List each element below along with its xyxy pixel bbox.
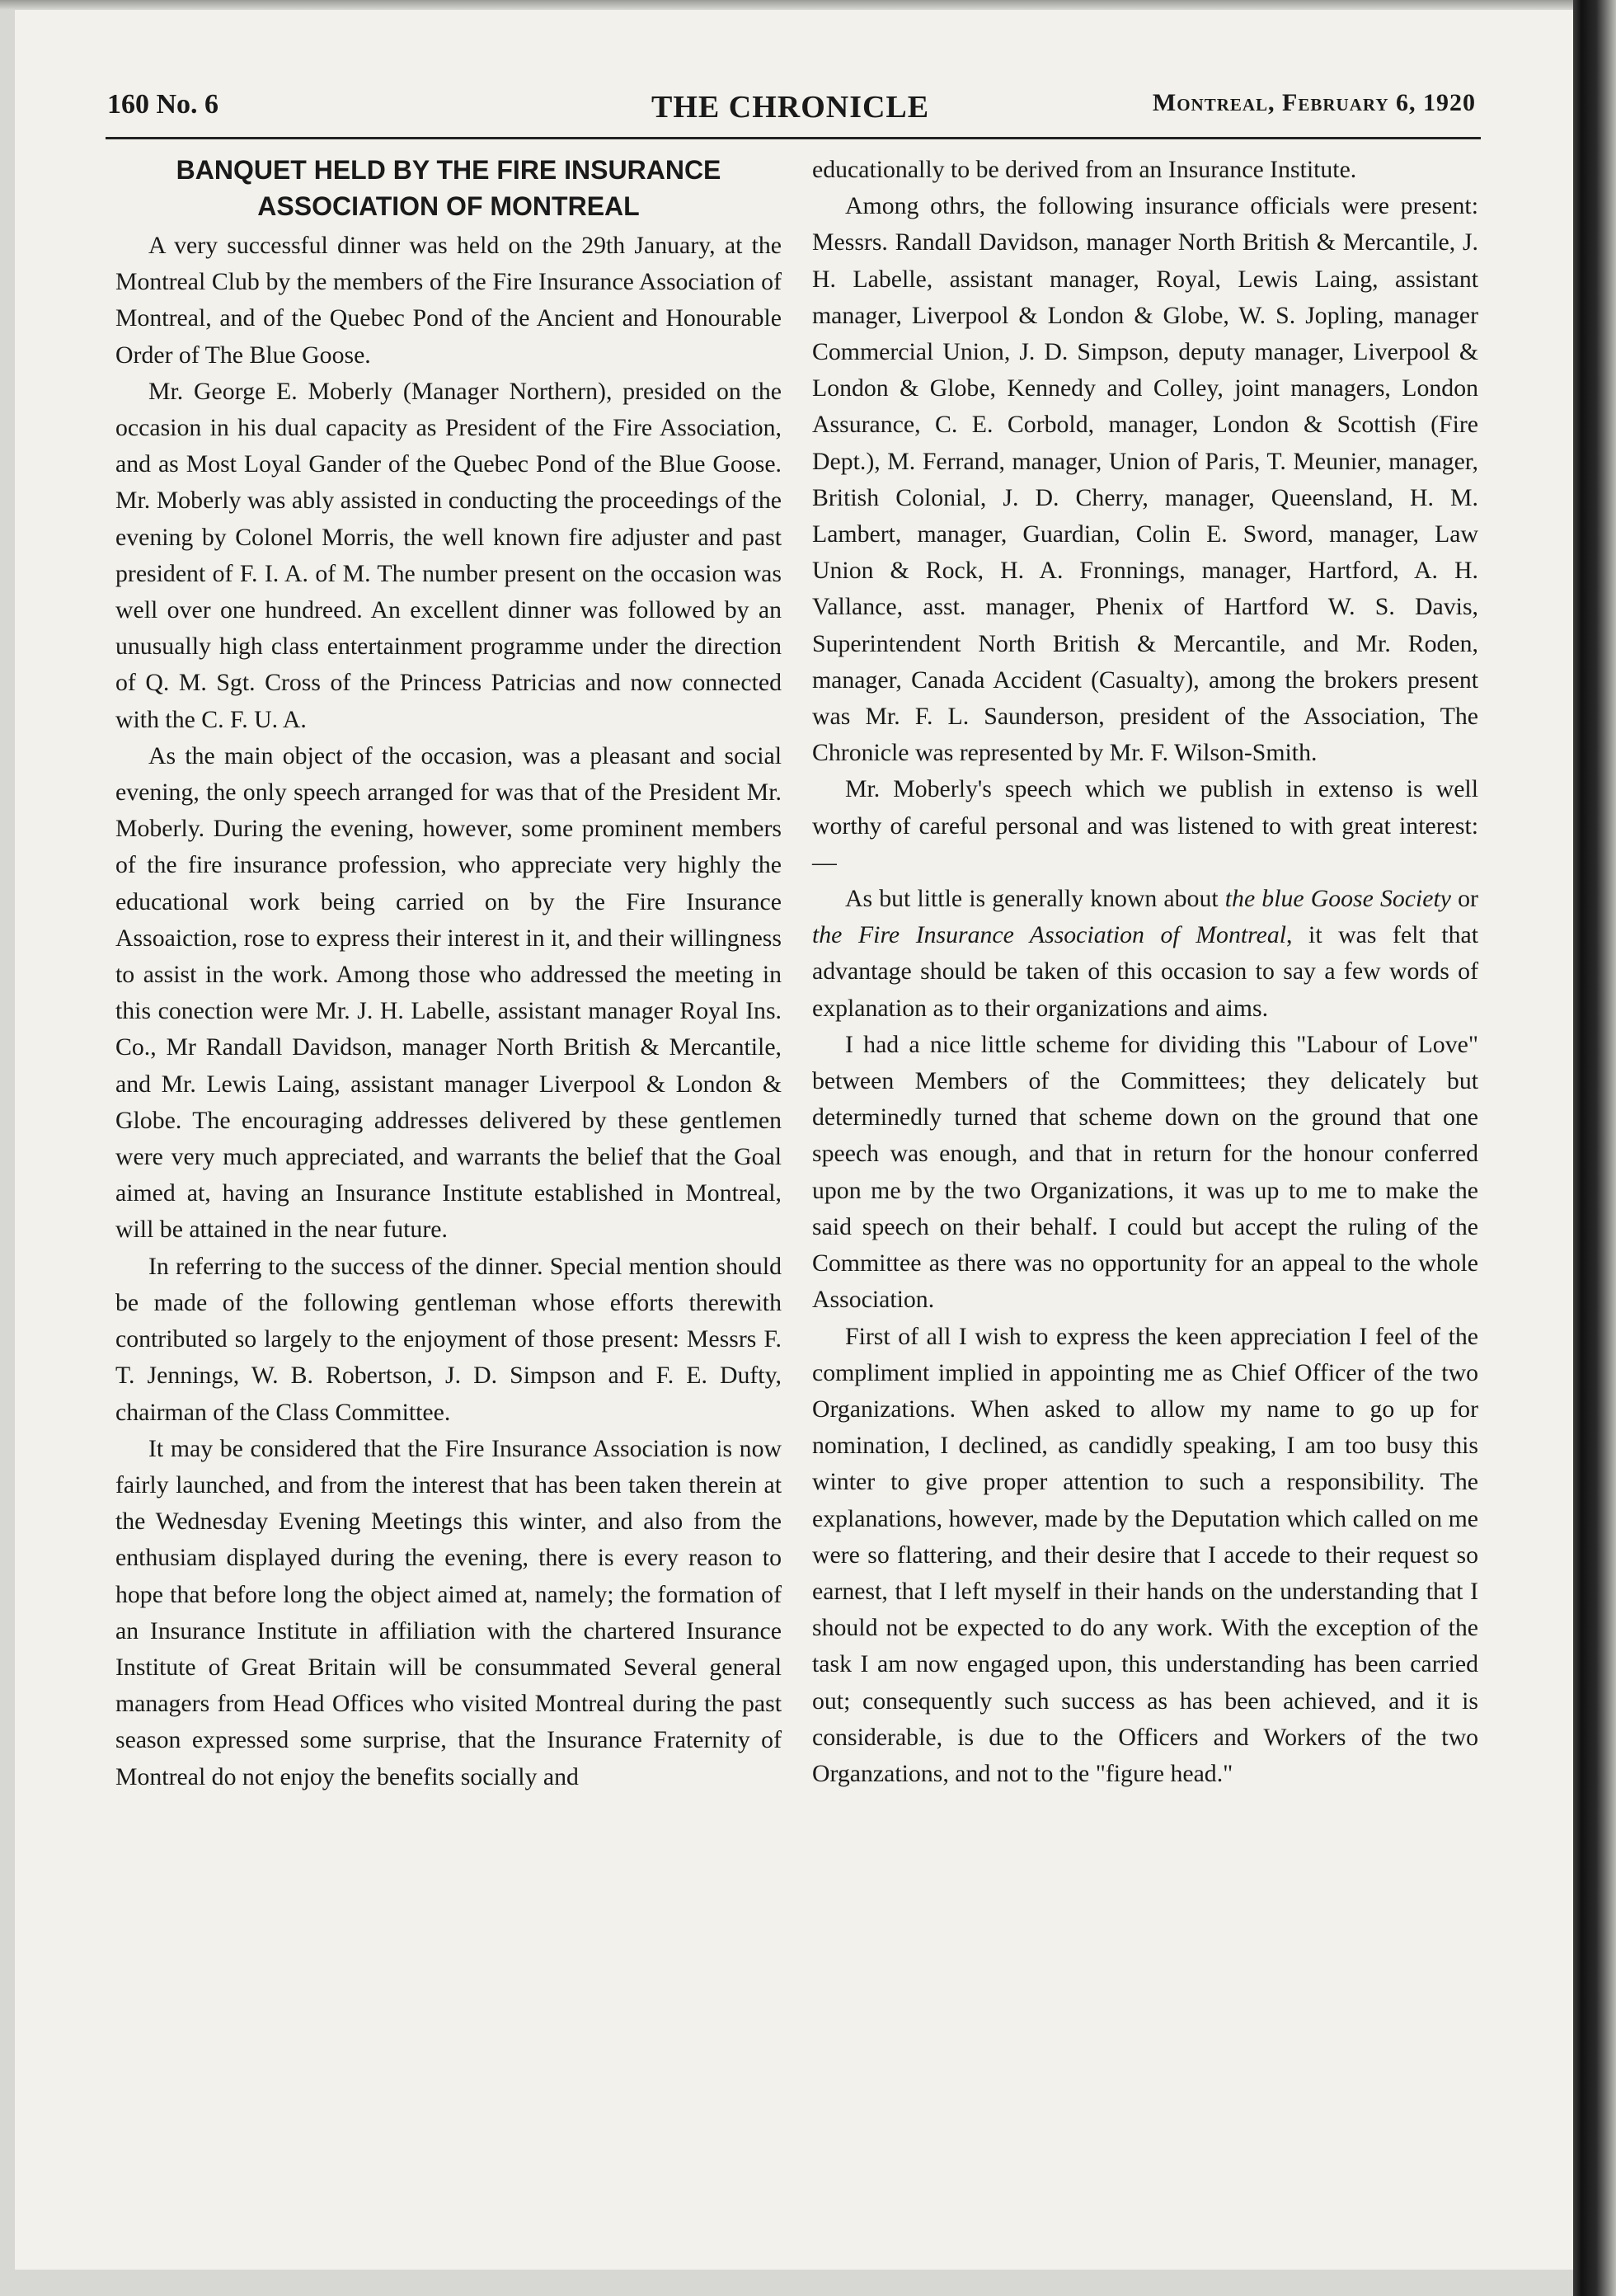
- speech-paragraph: I had a nice little scheme for dividing this "Labour of Love" between Members of the Committees; they delicately but determinedly turned that scheme down on the ground that one speech was enough, and that in return for the honour conferred upon me by the two Organizations, it was up to me to make the said speech on their behalf. I could but accept the ruling of the Committee as there was no opportunity for an appeal to the whole Association.: [812, 1030, 1478, 1314]
- speech-intro: As but little is generally known about the blue Goose Society or the Fire Insurance Association of Montreal, it was felt that advantage should be taken of this occasion to say a few words of explanation as to their organizations and aims.: [812, 885, 1478, 1022]
- article-paragraph: Mr. George E. Moberly (Manager Northern), presided on the occasion in his dual capacity as President of the Fire Association, and as Most Loyal Gander of the Quebec Pond of the Blue Goose. Mr. Moberly was ably assisted in conducting the proceedings of the evening by Colonel Morris, the well known fire adjuster and past president of F. I. A. of M. The number present on the occasion was well over one hundreed. An excellent dinner was followed by an unusually high class entertainment programme under the direction of Q. M. Sgt. Cross of the Princess Patricias and now connected with the C. F. U. A.: [115, 377, 782, 733]
- publication-title: THE CHRONICLE: [651, 90, 930, 125]
- right-column: [812, 152, 1478, 1792]
- headline-line-1: BANQUET HELD BY THE FIRE INSURANCE: [176, 155, 721, 185]
- article-continuation: educationally to be derived from an Insurance Institute.: [812, 156, 1357, 183]
- article-paragraph: A very successful dinner was held on the 29th January, at the Montreal Club by the members of the Fire Insurance Association of Montreal, and of the Quebec Pond of the Ancient and Honourable Order of The Blue Goose.: [115, 232, 782, 369]
- article-paragraph: In referring to the success of the dinner. Special mention should be made of the following gentleman whose efforts therewith contributed so largely to the enjoyment of those present: Messrs F. T. Jennings, W. B. Robertson, J. D. Simpson and F. E. Dufty, chairman of the Class Committee.: [115, 1252, 782, 1426]
- left-column: [115, 152, 782, 1795]
- page-number: 160 No. 6: [107, 89, 219, 120]
- header-rule: [106, 137, 1481, 139]
- speech-paragraph: First of all I wish to express the keen appreciation I feel of the compliment implied in appointing me as Chief Officer of the two Organizations. When asked to allow my name to go up for nomination, I declined, as candidly speaking, I am too busy this winter to give proper attention to such a responsibility. The explanations, however, made by the Deputation which called on me were so flattering, and their desire that I accede to their request so earnest, that I left myself in their hands on the understanding that I should not be expected to do any work. With the exception of the task I am now engaged upon, this understanding has been carried out; consequently such success as has been achieved, and it is considerable, is due to the Officers and Workers of the two Organzations, and not to the "figure head.": [812, 1322, 1478, 1787]
- dateline: Montreal, February 6, 1920: [1152, 89, 1476, 116]
- article-paragraph: Mr. Moberly's speech which we publish in extenso is well worthy of careful personal and was listened to with great interest:—: [812, 775, 1478, 876]
- article-paragraph: It may be considered that the Fire Insurance Association is now fairly launched, and from the interest that has been taken therein at the Wednesday Evening Meetings this winter, and also from the enthusiam displayed during the evening, there is every reason to hope that before long the object aimed at, namely; the formation of an Insurance Institute in affiliation with the chartered Insurance Institute of Great Britain will be consummated Several general managers from Head Offices who visited Montreal during the past season expressed some surprise, that the Insurance Fraternity of Montreal do not enjoy the benefits socially and: [115, 1434, 782, 1790]
- article-paragraph: As the main object of the occasion, was a pleasant and social evening, the only speech arranged for was that of the President Mr. Moberly. During the evening, however, some prominent members of the fire insurance profession, who appreciate very highly the educational work being carried on by the Fire Insurance Assoaiction, rose to express their interest in it, and their willingness to assist in the work. Among those who addressed the meeting in this conection were Mr. J. H. Labelle, assistant manager Royal Ins. Co., Mr Randall Davidson, manager North British & Mercantile, and Mr. Lewis Laing, assistant manager Liverpool & London & Globe. The encouraging addresses delivered by these gentlemen were very much appreciated, and warrants the belief that the Goal aimed at, having an Insurance Institute established in Montreal, will be attained in the near future.: [115, 741, 782, 1244]
- scan-right-edge: [1573, 0, 1616, 2296]
- headline-line-2: ASSOCIATION OF MONTREAL: [257, 191, 640, 221]
- article-paragraph: Among othrs, the following insurance officials were present: Messrs. Randall Davidson, manager North British & Mercantile, J. H. Labelle, assistant manager, Royal, Lewis Laing, assistant manager, Liverpool & London & Globe, W. S. Jopling, manager Commercial Union, J. D. Simpson, deputy manager, Liverpool & London & Globe, Kennedy and Colley, joint managers, London Assurance, C. E. Corbold, manager, London & Scottish (Fire Dept.), M. Ferrand, manager, Union of Paris, T. Meunier, manager, British Colonial, J. D. Cherry, manager, Queensland, H. M. Lambert, manager, Guardian, Colin E. Sword, manager, Law Union & Rock, H. A. Fronnings, manager, Hartford, A. H. Vallance, asst. manager, Phenix of Hartford W. S. Davis, Superintendent North British & Mercantile, and Mr. Roden, manager, Canada Accident (Casualty), among the brokers present was Mr. F. L. Saunderson, president of the Association, The Chronicle was represented by Mr. F. Wilson-Smith.: [812, 192, 1478, 767]
- scan-top-edge: [0, 0, 1616, 10]
- page-header: [107, 89, 1476, 139]
- article-headline: [115, 152, 782, 224]
- speech-text: [812, 881, 1478, 1792]
